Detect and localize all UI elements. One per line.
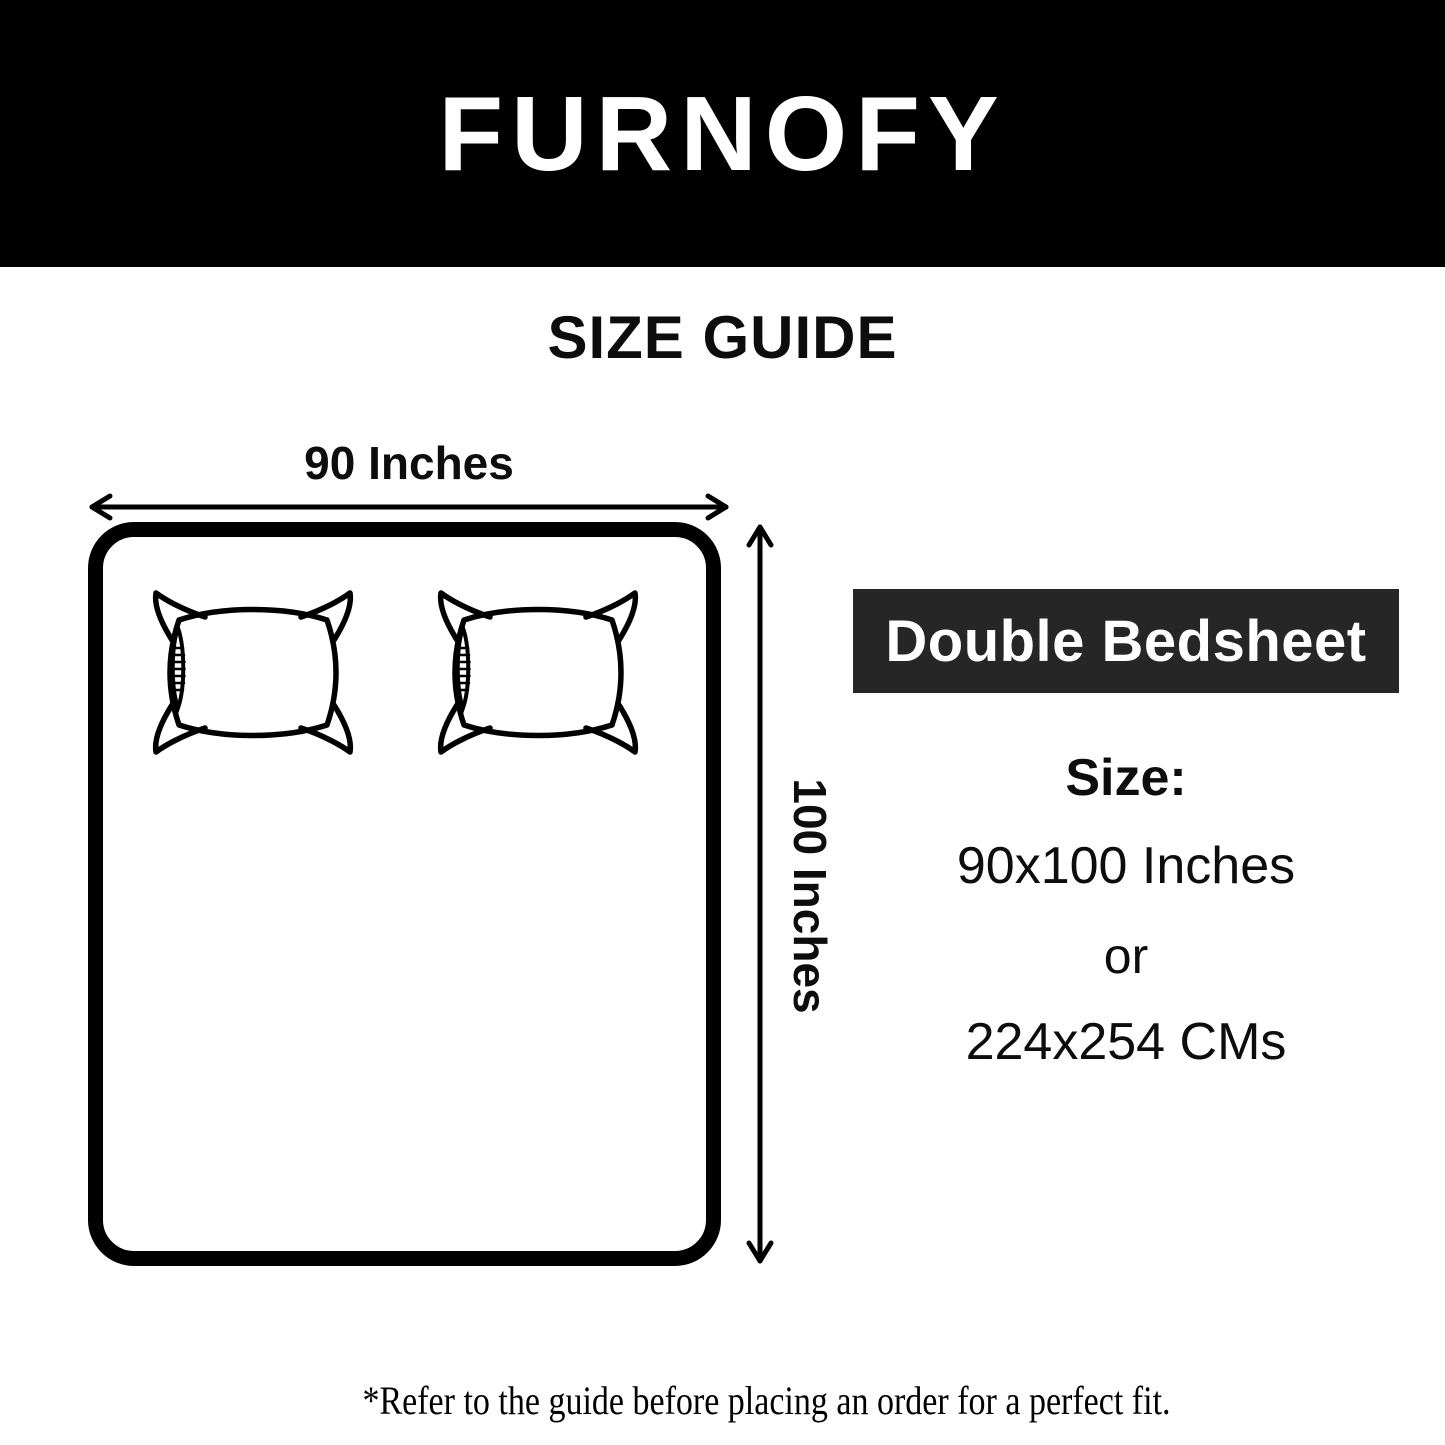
footnote: *Refer to the guide before placing an order for a perfect fit. bbox=[362, 1378, 1171, 1423]
page-title: SIZE GUIDE bbox=[547, 304, 898, 371]
product-name-badge bbox=[853, 589, 1399, 693]
size-inches-value: 90x100 Inches bbox=[956, 837, 1296, 895]
size-heading: Size: bbox=[1065, 749, 1187, 807]
size-or-label: or bbox=[1103, 928, 1149, 984]
bed-outline bbox=[88, 522, 721, 1266]
pillow-icon bbox=[432, 590, 644, 755]
pillow-icon bbox=[147, 590, 359, 755]
brand-logo: FURNOFY bbox=[438, 74, 1007, 193]
header-banner bbox=[0, 0, 1445, 267]
width-arrow-icon bbox=[85, 489, 733, 525]
size-cms-value: 224x254 CMs bbox=[965, 1013, 1287, 1071]
product-name: Double Bedsheet bbox=[885, 608, 1367, 674]
height-dimension-label: 100 Inches bbox=[784, 778, 836, 1014]
height-arrow-icon bbox=[742, 520, 778, 1268]
width-dimension-label: 90 Inches bbox=[304, 437, 514, 489]
